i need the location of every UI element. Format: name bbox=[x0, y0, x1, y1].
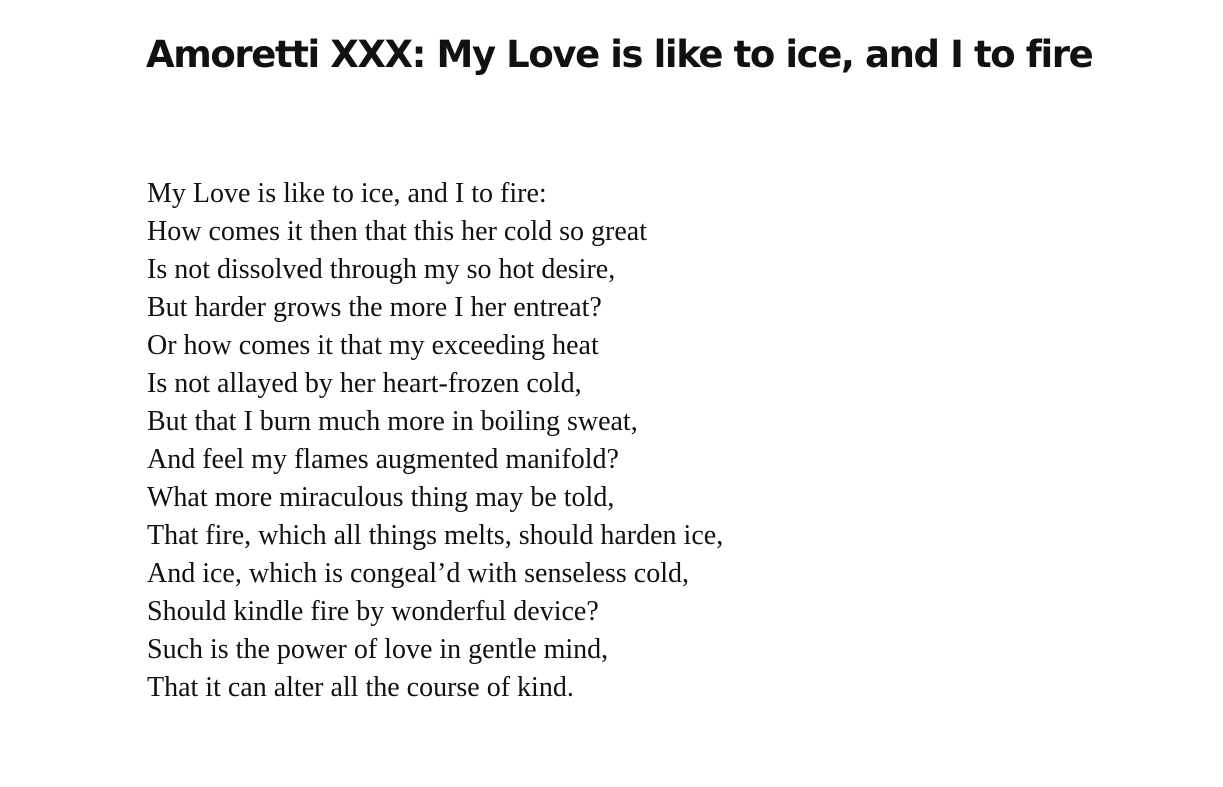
poem-line: Is not allayed by her heart-frozen cold, bbox=[147, 368, 582, 399]
poem-line: Is not dissolved through my so hot desire, bbox=[147, 254, 616, 285]
poem-line: Should kindle fire by wonderful device? bbox=[147, 596, 599, 627]
poem-line: Or how comes it that my exceeding heat bbox=[147, 330, 599, 361]
poem-title: Amoretti XXX: My Love is like to ice, and I to fire bbox=[146, 33, 1093, 76]
poem-line: And ice, which is congeal’d with senseless cold, bbox=[147, 558, 689, 589]
poem-line: Such is the power of love in gentle mind, bbox=[147, 634, 609, 665]
poem-line: That fire, which all things melts, should harden ice, bbox=[147, 520, 724, 551]
poem-line: How comes it then that this her cold so great bbox=[147, 216, 647, 247]
poem-line: That it can alter all the course of kind. bbox=[147, 672, 574, 703]
poem-line: But harder grows the more I her entreat? bbox=[147, 292, 602, 323]
poem-line: And feel my flames augmented manifold? bbox=[147, 444, 619, 475]
poem-line: My Love is like to ice, and I to fire: bbox=[147, 178, 547, 209]
poem-line: What more miraculous thing may be told, bbox=[147, 482, 615, 513]
poem-line: But that I burn much more in boiling sweat, bbox=[147, 406, 638, 437]
poem-body bbox=[147, 175, 723, 707]
